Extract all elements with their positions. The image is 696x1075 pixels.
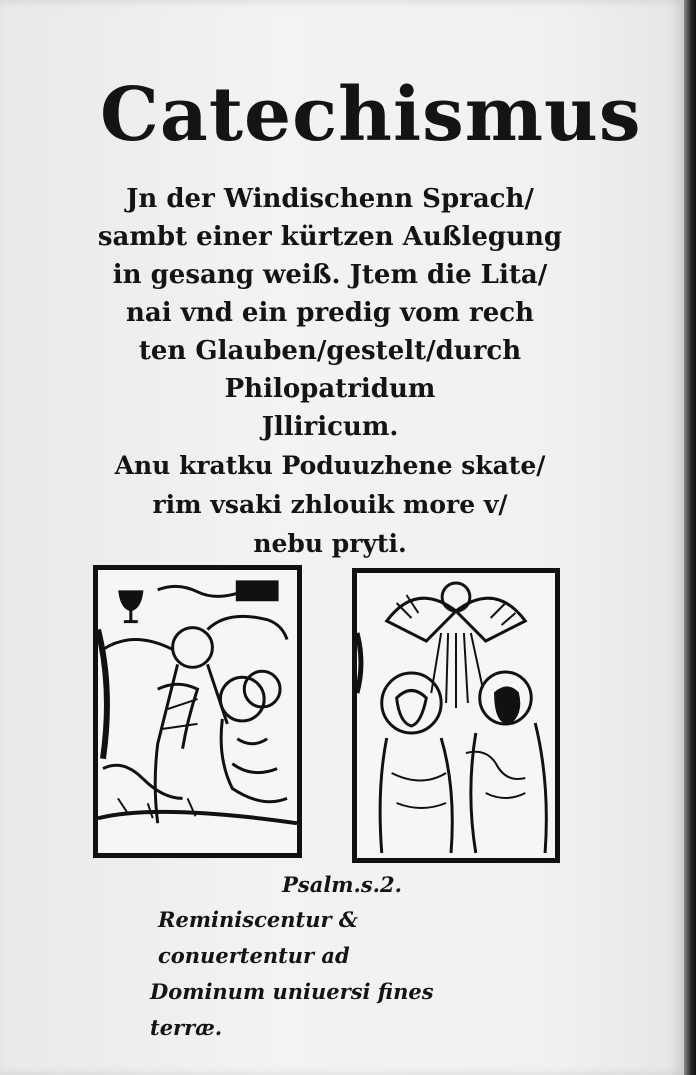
holy-spirit-saints-woodcut <box>357 573 555 858</box>
german-subtitle-block <box>80 180 580 563</box>
slovene-line: nebu pryti. <box>253 529 407 558</box>
latin-verse-line: Reminiscentur & conuertentur ad <box>158 907 358 968</box>
subtitle-line: sambt einer kürtzen Außlegung <box>97 222 563 252</box>
subtitle-line: ten Glauben/gestelt/durch <box>138 336 522 366</box>
woodcut-right-illustration <box>352 568 560 863</box>
woodcut-left-illustration <box>93 565 302 858</box>
author-name: Philopatridum <box>224 374 436 404</box>
subtitle-line: in gesang weiß. Jtem die Lita/ <box>112 260 548 290</box>
page-title: Catechismus <box>100 72 642 158</box>
page-edge-shadow <box>684 0 696 1075</box>
subtitle-line: nai vnd ein predig vom rech <box>126 298 534 328</box>
latin-verse <box>150 902 510 1046</box>
author-name: Jlliricum. <box>261 412 399 442</box>
subtitle-line: Jn der Windischenn Sprach/ <box>126 184 534 214</box>
slovene-line: rim vsaki zhlouik more v/ <box>152 490 508 519</box>
psalm-reference: Psalm.s.2. <box>282 872 402 897</box>
latin-verse-line: Dominum uniuersi fines terræ. <box>150 979 434 1040</box>
slovene-line: Anu kratku Poduuzhene skate/ <box>114 451 546 480</box>
christ-gethsemane-woodcut <box>98 570 297 853</box>
